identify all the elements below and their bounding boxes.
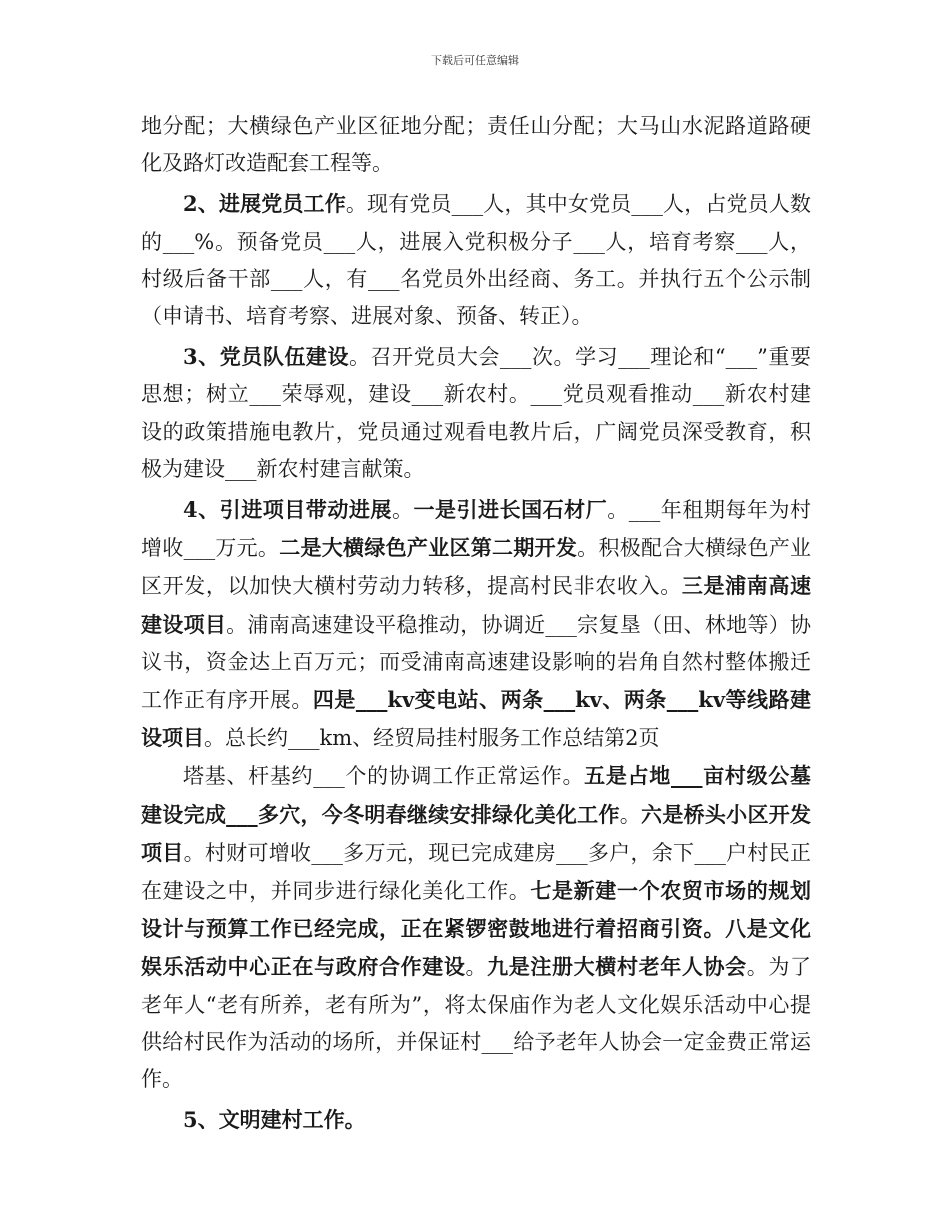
text-run: 。现有党员___人，其中女党员___人，占党员人数的___%。预备党员___人，进展入党积极分子___人，培育考察___人，村级后备干部___人，有___名党员外出经商、务工。并执行五个公示制（申请书、培育考察、进展对象、预备、转正）。 [141, 192, 811, 329]
page-header: 下载后可任意编辑 [431, 54, 519, 67]
bold-text: 五是占地___亩村级公墓建设完成___多穴，今冬明春继续安排绿化美化工作 [141, 763, 812, 827]
bold-text: 四是___kv变电站、两条___kv、两条___kv等线路建设项目 [141, 687, 811, 751]
paragraph [141, 338, 811, 488]
text-run: 。 [465, 955, 488, 980]
bold-text: 六是桥头小区开发项目 [141, 801, 812, 865]
bold-text: 二是大横绿色产业区第二期开发 [279, 535, 578, 561]
text-run: 。为了老年人“老有所养，老有所为”，将太保庙作为老人文化娱乐活动中心提供给村民作为活动的场所，并保证村___给予老年人协会一定金费正常运作。 [141, 955, 812, 1092]
bold-text: 4、引进项目带动进展 [183, 497, 392, 523]
text-run: 。召开党员大会___次。学习___理论和“___”重要思想；树立___荣辱观，建设___新农村。___党员观看推动___新农村建设的政策措施电教片，党员通过观看电教片后，广阔党员深受教育，积极为建设___新农村建言献策。 [141, 345, 811, 481]
paragraph [141, 1101, 811, 1139]
text-run: 。总长约___km、经贸局挂村服务工作总结第2页 [204, 726, 660, 751]
bold-text: 2、进展党员工作 [183, 191, 346, 217]
document-body [141, 108, 811, 1139]
bold-text: 七是新建一个农贸市场的规划设计与预算工作已经完成，正在紧锣密鼓地进行着招商引资。八是文化娱乐活动中心正在与政府合作建设 [141, 878, 812, 980]
paragraph [141, 108, 811, 182]
text-run: 。浦南高速建设平稳推动，协调近___宗复垦（田、林地等）协议书，资金达上百万元；而受浦南高速建设影响的岩角自然村整体搬迁工作正有序开展。 [141, 612, 812, 713]
bold-text: 5、文明建村工作。 [183, 1107, 366, 1133]
text-run: 塔基、杆基约___个的协调工作正常运作。 [183, 764, 585, 789]
paragraph [141, 491, 811, 757]
paragraph [141, 185, 811, 335]
paragraph [141, 757, 811, 1098]
bold-text: 三是浦南高速建设项目 [141, 573, 812, 637]
bold-text: 3、党员队伍建设 [183, 344, 350, 370]
text-run: 。积极配合大横绿色产业区开发，以加快大横村劳动力转移，提高村民非农收入。 [141, 536, 812, 599]
bold-text: 一是引进长国石材厂 [413, 497, 608, 523]
bold-text: 九是注册大横村老年人协会 [487, 954, 747, 980]
text-run: 地分配；大横绿色产业区征地分配；责任山分配；大马山水泥路道路硬化及路灯改造配套工程等。 [141, 114, 811, 176]
text-run: 。___年租期每年为村增收___万元。 [141, 498, 811, 561]
text-run: 。 [391, 498, 414, 523]
text-run: 。 [619, 802, 642, 827]
text-run: 。村财可增收___多万元，现已完成建房___多户，余下___户村民正在建设之中，并同步进行绿化美化工作。 [141, 840, 812, 904]
